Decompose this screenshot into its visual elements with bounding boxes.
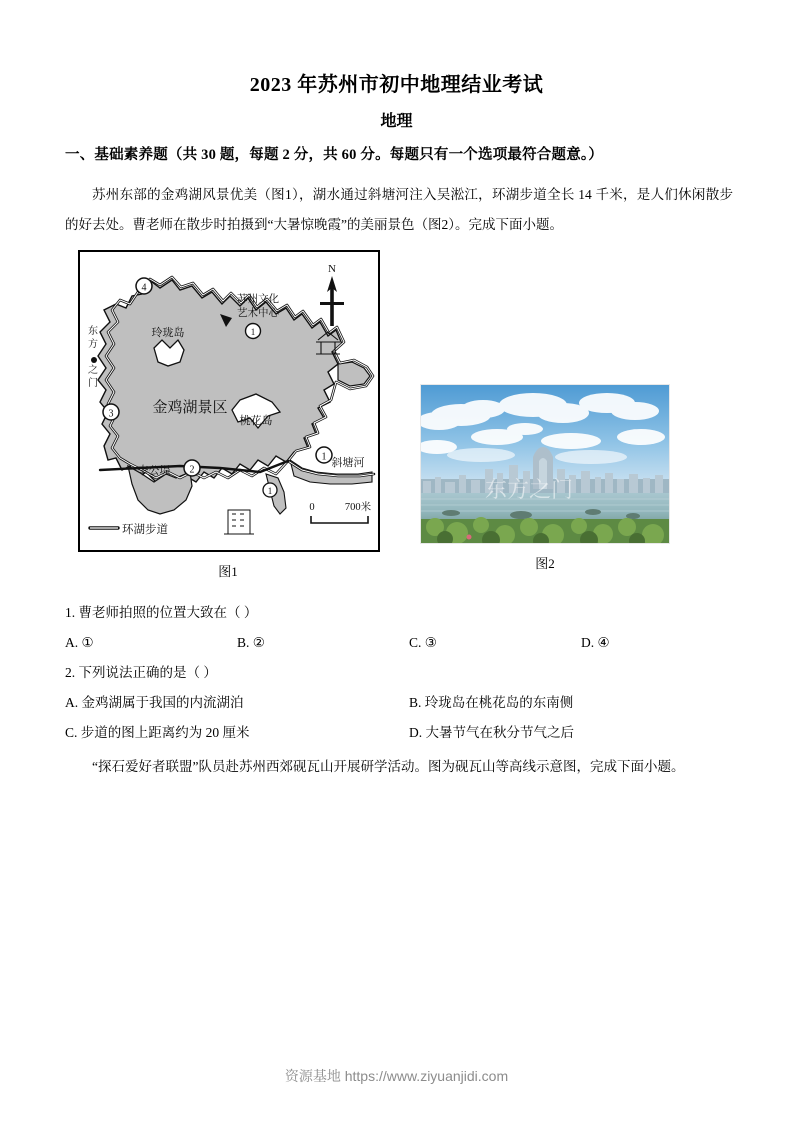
svg-text:1: 1 — [267, 486, 273, 496]
second-passage: “探石爱好者联盟”队员赴苏州西郊砚瓦山开展研学活动。图为砚瓦山等高线示意图，完成下面小题。 — [92, 759, 685, 774]
gate-point-icon — [91, 357, 97, 363]
svg-text:3: 3 — [108, 408, 114, 420]
photo-watermark-label: 东方之门 — [484, 477, 574, 502]
subject-title: 地理 — [380, 113, 413, 130]
question-1-options — [65, 628, 733, 658]
svg-text:之: 之 — [88, 365, 98, 376]
svg-text:1: 1 — [250, 327, 256, 337]
map-marker-3[interactable] — [103, 404, 119, 420]
question-1-option-a[interactable]: A. ① — [65, 635, 94, 650]
intro-passage: 苏州东部的金鸡湖风景优美（图1），湖水通过斜塘河注入吴淞江，环湖步道全长 14 千米，是人们休闲散步的好去处。曹老师在散步时拍摄到“大暑惊晚霞”的美丽景色（图2）。完成下面小题。 — [65, 187, 733, 232]
section-heading: 一、基础素养题（共 30 题，每题 2 分，共 60 分。每题只有一个选项最符合题意。） — [65, 147, 604, 163]
svg-text:1: 1 — [321, 451, 327, 463]
footer-watermark: 资源基地 https://www.ziyuanjidi.com — [284, 1068, 509, 1084]
page-title: 2023 年苏州市初中地理结业考试 — [249, 74, 544, 96]
scale-min-label: 0 — [309, 502, 315, 513]
question-2-option-c[interactable]: C. 步道的图上距离约为 20 厘米 — [65, 725, 250, 740]
svg-text:东: 东 — [88, 326, 98, 337]
figure-photo — [420, 384, 670, 572]
map-marker-1[interactable] — [246, 324, 261, 339]
question-2-options — [65, 688, 733, 748]
map-label-xietang-river: 斜塘河 — [331, 457, 365, 469]
svg-text:2: 2 — [189, 464, 195, 476]
svg-text:N: N — [328, 263, 336, 275]
figure-row — [65, 248, 733, 588]
photo-lotus-foreground — [421, 517, 669, 543]
map-label-linglong-island: 玲珑岛 — [151, 327, 185, 339]
question-1-option-b[interactable]: B. ② — [237, 635, 265, 650]
question-1-option-c[interactable]: C. ③ — [409, 635, 437, 650]
svg-text:苏州文化: 苏州文化 — [237, 294, 279, 305]
question-2-option-b[interactable]: B. 玲珑岛在桃花岛的东南侧 — [409, 695, 574, 710]
jinji-lake-map — [80, 252, 378, 550]
question-1 — [65, 598, 733, 658]
question-2 — [65, 658, 733, 748]
figure-map — [78, 250, 378, 580]
svg-text:方: 方 — [88, 339, 98, 350]
map-caption: 图1 — [218, 564, 238, 579]
map-marker-1b[interactable] — [316, 447, 332, 463]
map-marker-2[interactable] — [184, 460, 200, 476]
jinji-lake-photo — [421, 385, 669, 543]
map-legend-label: 环湖步道 — [122, 524, 168, 536]
map-marker-1c[interactable] — [263, 483, 277, 497]
photo-lotus-flower — [467, 535, 472, 540]
scale-max-label: 700米 — [344, 502, 372, 513]
question-2-stem: 2. 下列说法正确的是（ ） — [65, 665, 217, 680]
photo-frame — [420, 384, 670, 544]
map-marker-4[interactable] — [136, 278, 152, 294]
svg-text:门: 门 — [88, 378, 98, 389]
map-label-scenic-area: 金鸡湖景区 — [152, 400, 228, 416]
svg-text:4: 4 — [141, 282, 147, 294]
map-frame — [78, 250, 380, 552]
svg-text:艺术中心: 艺术中心 — [237, 308, 279, 319]
question-2-option-a[interactable]: A. 金鸡湖属于我国的内流湖泊 — [65, 695, 244, 710]
question-1-stem: 1. 曹老师拍照的位置大致在（ ） — [65, 605, 258, 620]
question-1-option-d[interactable]: D. ④ — [581, 635, 610, 650]
question-2-option-d[interactable]: D. 大暑节气在秋分节气之后 — [409, 725, 574, 740]
map-label-ligong-dike: 李公堤 — [137, 465, 171, 477]
photo-caption: 图2 — [535, 556, 555, 571]
map-label-taohua-island: 桃花岛 — [239, 415, 273, 427]
